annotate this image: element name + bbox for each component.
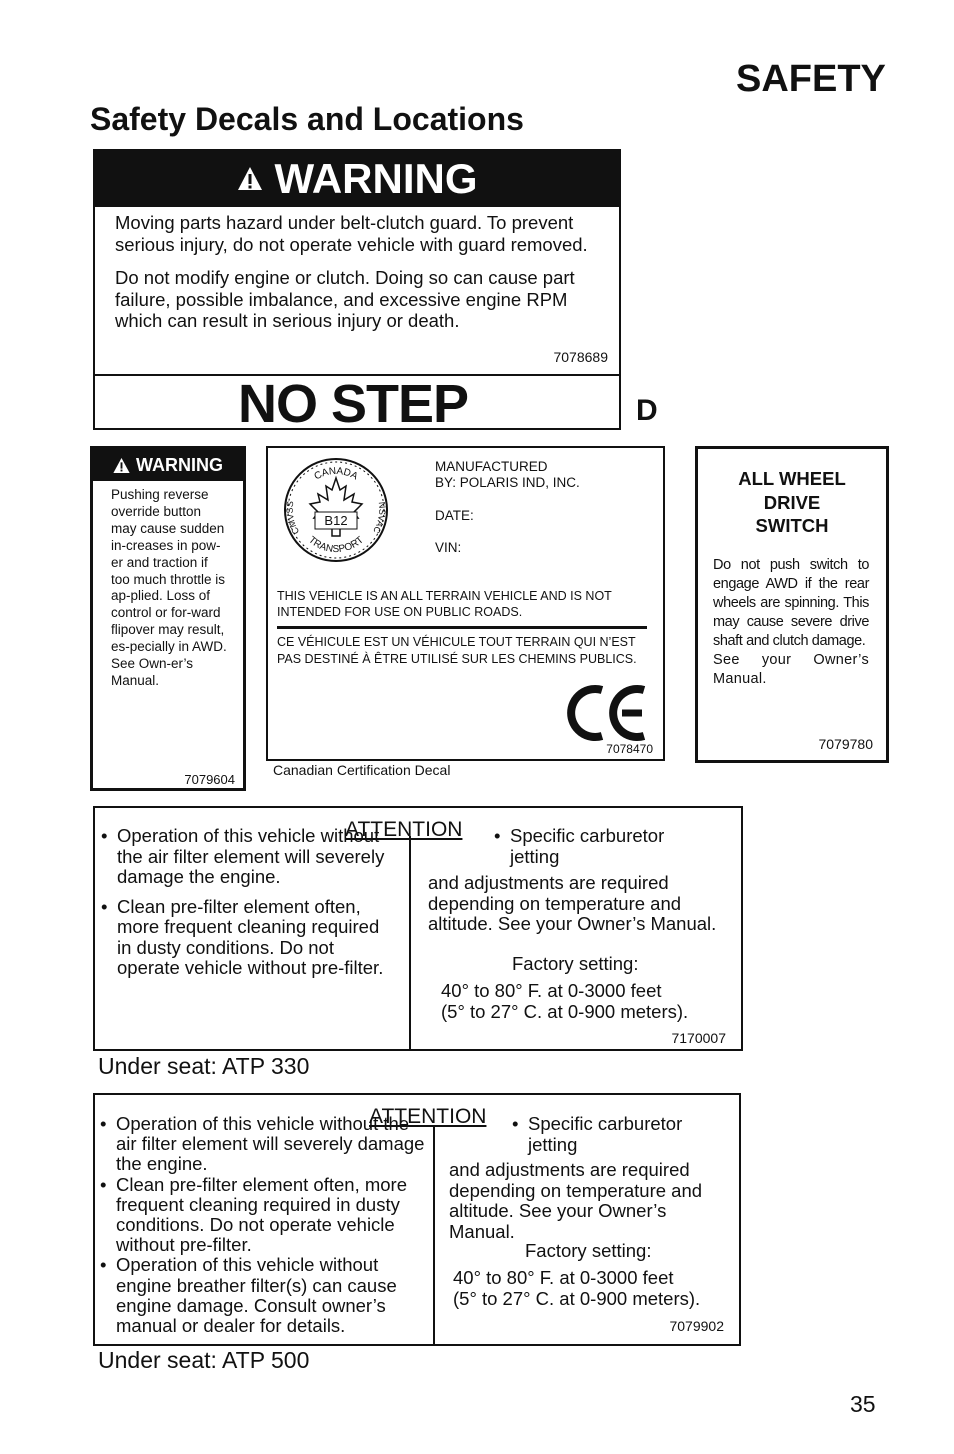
part-number: 7078470 — [606, 742, 653, 756]
seal-left-text: CMVSS — [284, 500, 302, 537]
air-filter-bullet: • Operation of this vehicle without the air filter element will severely damage the engine. — [96, 1114, 426, 1175]
warning-header — [95, 151, 619, 207]
no-step-text: NO STEP — [238, 374, 469, 434]
ce-mark-icon — [566, 684, 650, 742]
warning-header — [93, 449, 243, 481]
carburetor-text: and adjustments are required depending on temperature and altitude. See your Owner’s Manual. — [449, 1159, 703, 1242]
carburetor-bullet: • Specific carburetor jetting — [508, 1114, 698, 1155]
reverse-override-warning-decal — [90, 446, 246, 791]
warning-triangle-icon — [237, 166, 263, 192]
canadian-certification-decal — [266, 446, 665, 761]
manufacturer-name: BY: POLARIS IND, INC. — [435, 475, 580, 490]
factory-setting-label: Factory setting: — [512, 953, 639, 974]
awd-title-line1: ALL WHEEL — [738, 468, 846, 489]
setting-celsius: (5° to 27° C. at 0-900 meters). — [441, 1000, 689, 1022]
canada-maple-leaf-seal-icon — [282, 456, 390, 564]
atp500-attention-decal — [93, 1093, 741, 1346]
setting-fahrenheit: 40° to 80° F. at 0-3000 feet — [441, 980, 662, 1001]
seal-right-text: NSVAC — [371, 501, 388, 536]
vin-label: VIN: — [435, 540, 462, 555]
decal-label-d: D — [636, 394, 658, 427]
warning-text-2: Do not modify engine or clutch. Doing so can cause part failure, possible imbalance, and excessive engine RPM which can result in serious injury or death. — [115, 267, 575, 331]
svg-text:NSVAC — [371, 501, 387, 535]
carburetor-bullet: • Specific carburetor jetting — [490, 826, 680, 867]
seal-top-text: CANADA — [312, 465, 360, 483]
warning-text-1: Moving parts hazard under belt-clutch guard. To prevent serious injury, do not operate vehicle with guard removed. — [115, 212, 588, 255]
pre-filter-bullet: • Clean pre-filter element often, more frequent cleaning required in dusty conditions. Do not operate vehicle without pre-filter. — [97, 897, 393, 979]
divider — [433, 1126, 435, 1346]
breather-filter-bullet: • Operation of this vehicle without engine breather filter(s) can cause engine damage. Consult owner’s manual or dealer for details. — [96, 1255, 426, 1336]
awd-switch-decal — [695, 446, 889, 763]
french-notice: CE VÉHICULE EST UN VÉHICULE TOUT TERRAIN QUI N’EST PAS DESTINÉ À ÊTRE UTILISÉ SUR LES CHEMINS PUBLICS. — [277, 635, 637, 666]
part-number: 7170007 — [671, 1030, 726, 1046]
warning-text: Pushing reverse override button may cause sudden in-creases in pow-er and traction if too much throttle is ap-plied. Loss of control or for-ward flipover may result, es-pecially in AWD. See Own-er’s Manual. — [111, 487, 227, 688]
pre-filter-bullet: • Clean pre-filter element often, more frequent cleaning required in dusty conditions. Do not operate vehicle without pre-filter. — [96, 1175, 426, 1256]
factory-setting-values — [453, 1268, 700, 1309]
date-label: DATE: — [435, 508, 474, 523]
carburetor-text: and adjustments are required depending on temperature and altitude. See your Owner’s Manual. — [428, 872, 717, 934]
seal-center-text: B12 — [324, 513, 348, 528]
atp330-caption: Under seat: ATP 330 — [98, 1053, 310, 1079]
awd-warning-text: Do not push switch to engage AWD if the rear wheels are spinning. This may cause severe drive shaft and clutch damage. — [713, 556, 869, 649]
warning-triangle-icon — [113, 458, 130, 473]
attention-heading: ATTENTION — [345, 818, 463, 841]
setting-fahrenheit: 40° to 80° F. at 0-3000 feet — [453, 1267, 674, 1288]
svg-text:TRANSPORT — [306, 535, 366, 555]
atp330-attention-decal — [93, 806, 743, 1051]
svg-text:CMVSS — [285, 500, 302, 536]
part-number: 7079902 — [669, 1318, 724, 1334]
section-title: SAFETY — [736, 58, 886, 100]
warning-title: WARNING — [136, 454, 223, 475]
awd-title — [698, 467, 886, 538]
factory-setting-label: Factory setting: — [525, 1240, 652, 1261]
manufactured-label: MANUFACTURED — [435, 459, 548, 474]
warning-title: WARNING — [274, 155, 478, 202]
awd-see-manual: See your Owner’s Manual. — [713, 651, 869, 687]
awd-title-line3: SWITCH — [755, 515, 829, 536]
attention-heading: ATTENTION — [369, 1105, 487, 1128]
page-number: 35 — [850, 1391, 876, 1417]
part-number: 7079604 — [184, 772, 235, 787]
air-filter-bullet: • Operation of this vehicle without the air filter element will severely damage the engine. — [97, 826, 393, 888]
part-number: 7079780 — [818, 736, 873, 752]
belt-clutch-warning-decal — [93, 149, 621, 434]
setting-celsius: (5° to 27° C. at 0-900 meters). — [453, 1287, 701, 1309]
awd-title-line2: DRIVE — [763, 491, 821, 513]
divider — [277, 626, 647, 629]
part-number: 7078689 — [553, 349, 608, 365]
divider — [409, 836, 411, 1051]
seal-bottom-text: TRANSPORT — [306, 534, 366, 556]
canadian-decal-caption: Canadian Certification Decal — [273, 762, 451, 778]
atp500-caption: Under seat: ATP 500 — [98, 1347, 310, 1373]
english-notice: THIS VEHICLE IS AN ALL TERRAIN VEHICLE AND IS NOT INTENDED FOR USE ON PUBLIC ROADS. — [277, 589, 612, 619]
page-subtitle: Safety Decals and Locations — [90, 101, 524, 137]
factory-setting-values — [441, 981, 688, 1022]
